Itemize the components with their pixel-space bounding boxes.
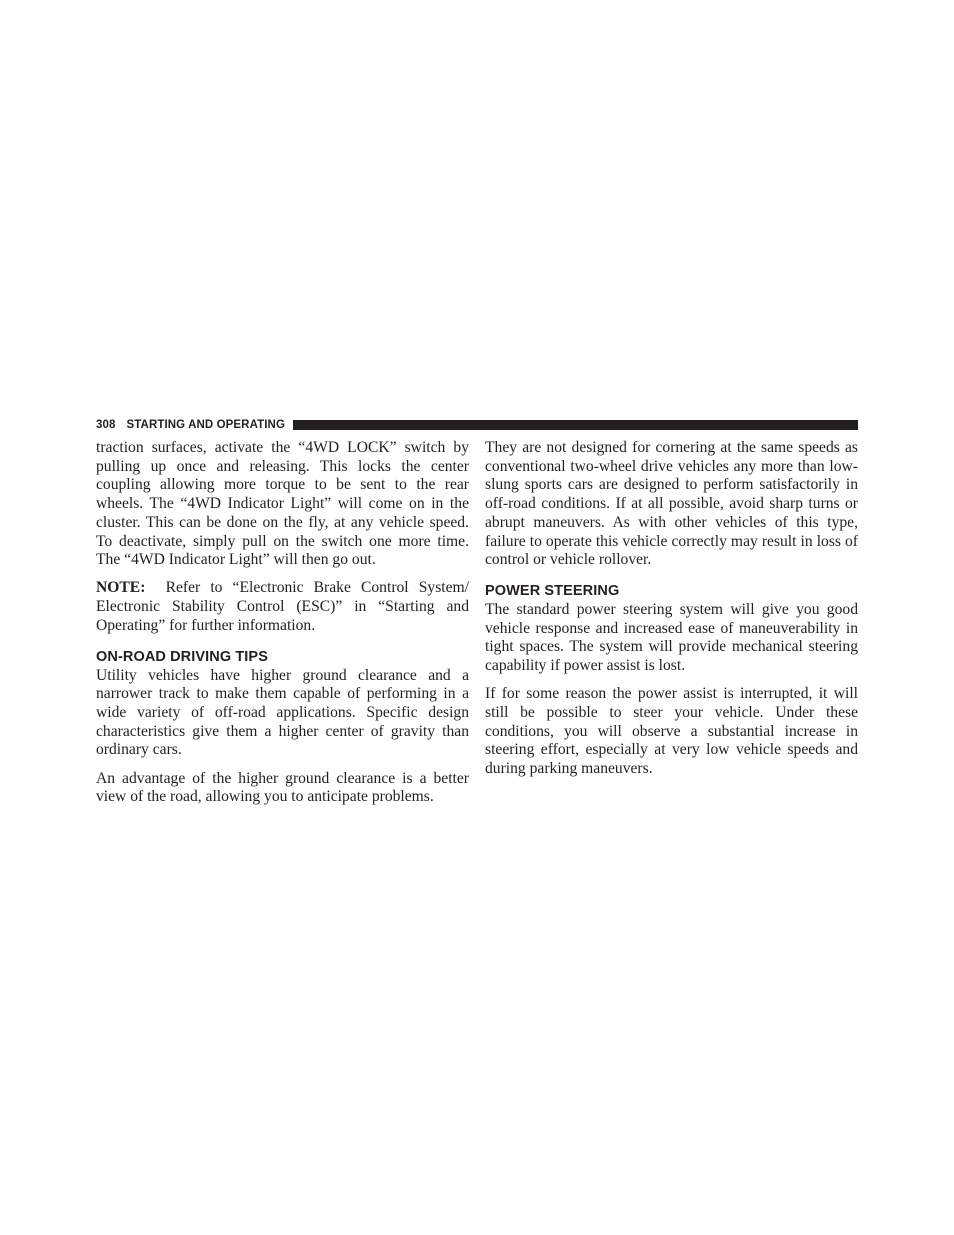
page-number: 308 xyxy=(96,419,116,431)
section-title: STARTING AND OPERATING xyxy=(126,419,286,431)
paragraph-power-assist-interrupted: If for some reason the power assist is interrupted, it will still be possible to steer your vehicle. Under these conditions, you will observe a substantial increase in steering effort, especially at very low vehicle speeds and during parking maneuvers. xyxy=(485,685,858,778)
header-rule xyxy=(293,420,858,430)
paragraph-cornering: They are not designed for cornering at the same speeds as conventional two-wheel drive vehicles any more than low-slung sports cars are designed to perform satisfactorily in off-road conditions. If at all possible, avoid sharp turns or abrupt maneuvers. As with other vehicles of this type, failure to operate this vehicle correctly may result in loss of control or vehicle rollover. xyxy=(485,439,858,569)
page-header xyxy=(96,417,858,433)
note-label: NOTE: xyxy=(96,579,146,597)
paragraph-4wd-lock: traction surfaces, activate the “4WD LOCK” switch by pulling up once and releasing. This locks the center coupling allowing more torque to be sent to the rear wheels. The “4WD Indicator Light” will come on in the cluster. This can be done on the fly, at any vehicle speed. To deactivate, simply pull on the switch one more time. The “4WD Indicator Light” will then go out. xyxy=(96,439,469,569)
paragraph-power-steering-system: The standard power steering system will give you good vehicle response and increased ease of maneuverability in tight spaces. The system will provide mechanical steering capability if power assist is lost. xyxy=(485,600,858,675)
heading-power-steering: POWER STEERING xyxy=(485,582,620,599)
paragraph-ground-clearance: An advantage of the higher ground clearance is a better view of the road, allowing you to anticipate problems. xyxy=(96,769,469,806)
note-paragraph xyxy=(96,579,469,635)
note-text: Refer to “Electronic Brake Control System/ Electronic Stability Control (ESC)” in “Starting and Operating” for further information. xyxy=(96,579,469,634)
paragraph-utility-vehicles: Utility vehicles have higher ground clearance and a narrower track to make them capable of performing in a wide variety of off-road applications. Specific design characteristics give them a higher center of gravity than ordinary cars. xyxy=(96,666,469,759)
right-column xyxy=(485,439,858,788)
heading-on-road-driving-tips: ON-ROAD DRIVING TIPS xyxy=(96,648,268,665)
left-column xyxy=(96,439,469,816)
